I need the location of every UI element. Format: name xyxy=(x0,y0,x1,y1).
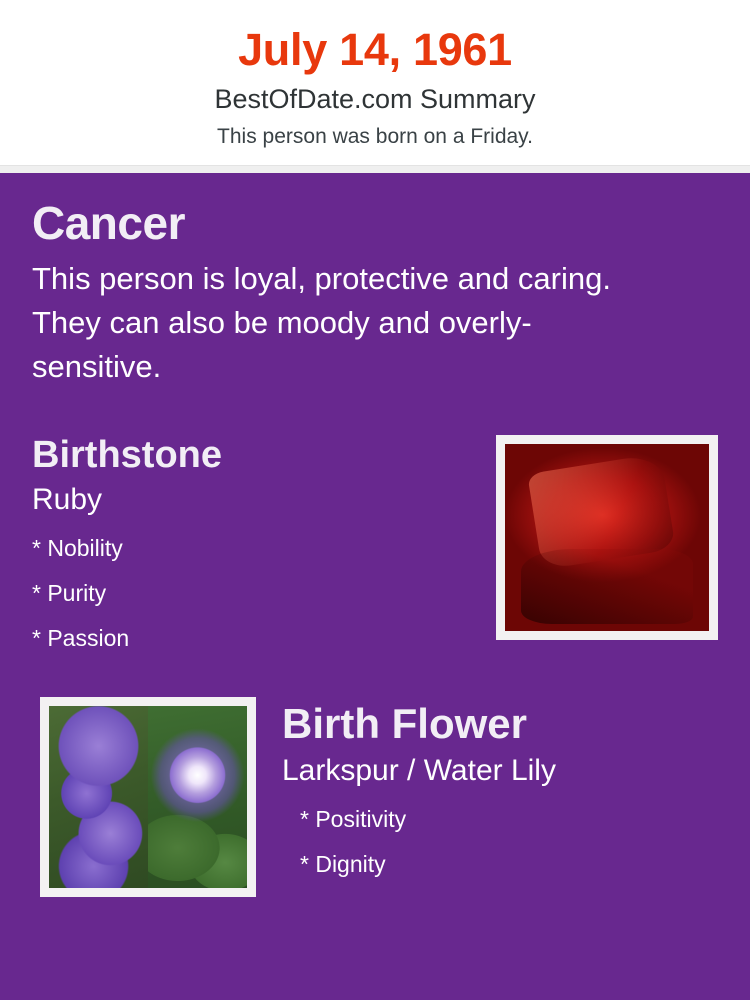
birthflower-heading: Birth Flower xyxy=(282,699,528,747)
birthflower-name: Larkspur / Water Lily xyxy=(282,754,556,788)
zodiac-description: This person is loyal, protective and caring. They can also be moody and overly-sensitive. xyxy=(32,260,611,384)
card-header xyxy=(0,0,750,165)
birthstone-heading: Birthstone xyxy=(32,433,222,476)
birthflower-image-frame xyxy=(40,697,256,897)
larkspur-water-lily-photo xyxy=(49,706,247,888)
details-panel xyxy=(0,173,750,1000)
birthflower-trait: * Positivity xyxy=(300,806,407,833)
birthstone-section xyxy=(32,435,718,655)
zodiac-section xyxy=(32,196,718,389)
birthflower-text xyxy=(282,697,718,879)
header-divider xyxy=(0,165,750,173)
birthstone-trait: * Nobility xyxy=(32,535,123,562)
water-lily-photo-half xyxy=(148,706,247,888)
birth-weekday-text: This person was born on a Friday. xyxy=(217,125,533,149)
birthflower-trait: * Dignity xyxy=(300,850,386,877)
larkspur-photo-half xyxy=(49,706,148,888)
site-summary-label: BestOfDate.com Summary xyxy=(214,83,536,114)
birthstone-image-frame xyxy=(496,435,718,640)
ruby-gemstone-photo xyxy=(505,444,709,631)
birth-date-title: July 14, 1961 xyxy=(238,24,512,75)
birthstone-text xyxy=(32,435,482,652)
zodiac-sign-name: Cancer xyxy=(32,196,185,249)
birthstone-trait: * Passion xyxy=(32,624,130,651)
birthstone-trait: * Purity xyxy=(32,579,107,606)
birthflower-section xyxy=(32,697,718,912)
birthstone-name: Ruby xyxy=(32,483,103,517)
